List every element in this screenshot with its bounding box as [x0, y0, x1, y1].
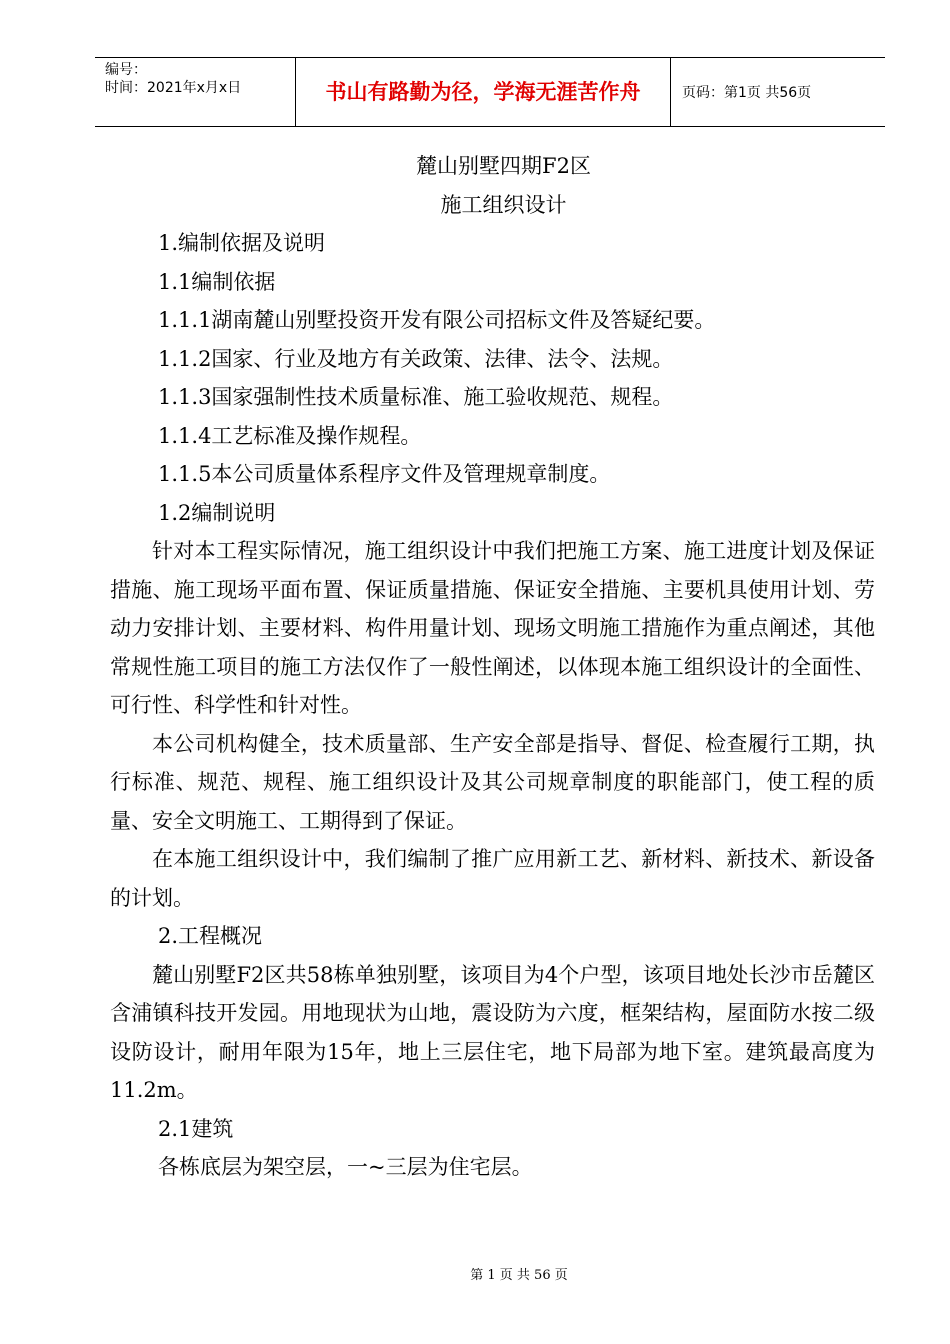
- body-paragraph: 针对本工程实际情况，施工组织设计中我们把施工方案、施工进度计划及保证措施、施工现场平面布置、保证质量措施、保证安全措施、主要机具使用计划、劳动力安排计划、主要材料、构件用量计划、现场文明施工措施作为重点阐述，其他常规性施工项目的施工方法仅作了一般性阐述，以体现本施工组织设计的全面性、可行性、科学性和针对性。: [110, 539, 875, 717]
- header-meta-cell: [95, 58, 295, 126]
- section-heading: 1.编制依据及说明: [158, 231, 326, 255]
- basis-item: 1.1.4工艺标准及操作规程。: [158, 423, 422, 448]
- subsection-heading: 1.2编制说明: [158, 500, 276, 525]
- document-subtitle: 施工组织设计: [440, 192, 567, 217]
- header-page-info: 页码：第1页 共56页: [682, 85, 812, 101]
- body-paragraph: 本公司机构健全，技术质量部、生产安全部是指导、督促、检查履行工期，执行标准、规范、规程、施工组织设计及其公司规章制度的职能部门，使工程的质量、安全文明施工、工期得到了保证。: [110, 731, 875, 833]
- document-title: 麓山别墅四期F2区: [416, 154, 591, 178]
- basis-item: 1.1.5本公司质量体系程序文件及管理规章制度。: [158, 462, 611, 486]
- subsection-heading: 1.1编制依据: [158, 269, 276, 294]
- basis-item: 1.1.1湖南麓山别墅投资开发有限公司招标文件及答疑纪要。: [158, 308, 716, 332]
- section-heading: 2.工程概况: [158, 924, 263, 948]
- header-motto: 书山有路勤为径，学海无涯苦作舟: [325, 80, 641, 104]
- page-header: [95, 57, 885, 127]
- page-footer: 第 1 页 共 56 页: [470, 1268, 568, 1283]
- subsection-heading: 2.1建筑: [158, 1116, 234, 1141]
- header-motto-cell: [295, 58, 671, 126]
- document-time-label: 时间：2021年x月x日: [105, 80, 242, 96]
- basis-item: 1.1.3国家强制性技术质量标准、施工验收规范、规程。: [158, 385, 674, 409]
- body-paragraph: 麓山别墅F2区共58栋单独别墅，该项目为4个户型，该项目地处长沙市岳麓区含浦镇科技开发园。用地现状为山地，震设防为六度，框架结构，屋面防水按二级设防设计，耐用年限为15年，地上三层住宅，地下局部为地下室。建筑最高度为11.2m。: [110, 962, 875, 1102]
- body-paragraph: 在本施工组织设计中，我们编制了推广应用新工艺、新材料、新技术、新设备的计划。: [110, 847, 875, 910]
- document-body: [110, 147, 875, 1187]
- document-number-label: 编号：: [105, 62, 147, 78]
- basis-item: 1.1.2国家、行业及地方有关政策、法律、法令、法规。: [158, 346, 674, 371]
- header-page-cell: [670, 58, 885, 126]
- body-paragraph: 各栋底层为架空层，一~三层为住宅层。: [158, 1155, 533, 1179]
